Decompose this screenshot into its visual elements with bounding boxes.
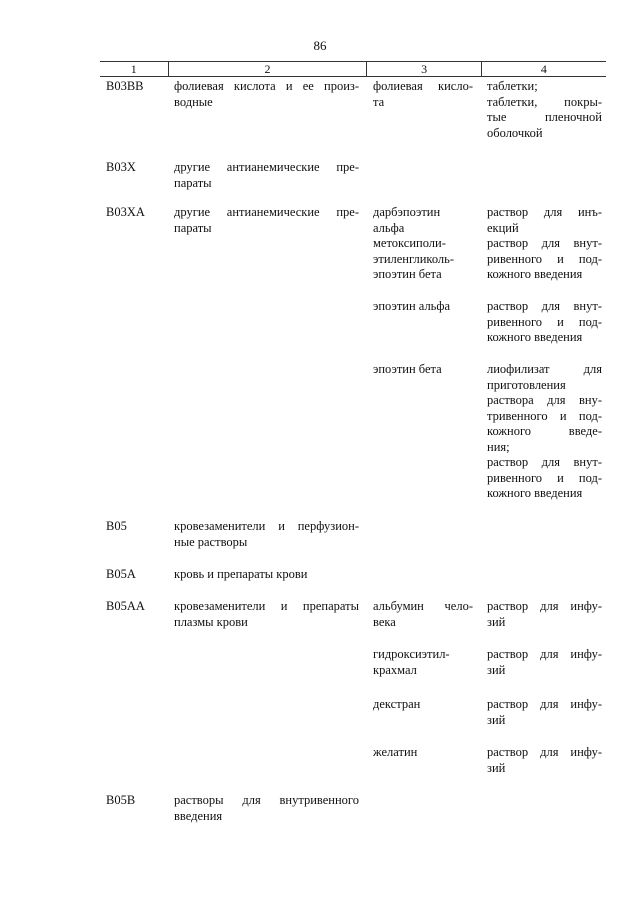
group-name	[168, 160, 367, 191]
cell-line: водные	[174, 94, 213, 109]
dosage-form	[481, 793, 606, 824]
group-name	[168, 567, 367, 583]
cell-line: раствор для инфу-	[487, 647, 602, 661]
cell-line: крахмал	[373, 662, 417, 677]
cell-line: другие антианемические пре-	[174, 205, 359, 219]
cell-line: кровезаменители и препараты	[174, 599, 359, 613]
atc-code: B05	[106, 519, 127, 533]
cell-line: кожного введения	[487, 330, 583, 344]
cell-line: эпоэтин альфа	[373, 299, 451, 313]
dosage-form	[481, 599, 606, 630]
cell-line: фолиевая кисло-	[373, 79, 473, 93]
atc-code	[100, 697, 168, 728]
cell-line: тые пленочной	[487, 110, 602, 124]
cell-line: кожного введения	[487, 486, 583, 500]
atc-code: B03BB	[106, 79, 144, 93]
cell-line: раствор для внут-	[487, 455, 602, 469]
table-row	[100, 299, 606, 346]
cell-line: желатин	[373, 745, 418, 759]
cell-line: плазмы крови	[174, 614, 248, 629]
group-name	[168, 362, 367, 502]
table-row	[100, 599, 606, 630]
dosage-form	[481, 160, 606, 191]
table-row	[100, 205, 606, 283]
drug-name	[367, 160, 481, 191]
header-col-2: 2	[168, 62, 367, 76]
cell-line: ривенного и под-	[487, 314, 602, 329]
cell-line: екций	[487, 220, 519, 235]
table-row	[100, 647, 606, 678]
drug-name	[367, 697, 481, 728]
table-row	[100, 362, 606, 502]
cell-line: эпоэтин бета	[373, 267, 442, 281]
group-name	[168, 79, 367, 141]
dosage-form	[481, 519, 606, 550]
cell-line: таблетки;	[487, 79, 538, 93]
cell-line: зий	[487, 614, 506, 629]
drug-name	[367, 362, 481, 502]
group-name	[168, 697, 367, 728]
table-row	[100, 745, 606, 776]
cell-line: введения	[174, 808, 223, 823]
atc-code: B05AA	[106, 599, 145, 613]
drug-name	[367, 647, 481, 678]
cell-line: кожного введе-	[487, 424, 602, 438]
atc-code	[100, 362, 168, 502]
cell-line: этиленгликоль-	[373, 251, 455, 266]
cell-line: ния;	[487, 439, 510, 454]
dosage-form	[481, 79, 606, 141]
drug-name	[367, 793, 481, 824]
cell-line: раствор для внут-	[487, 236, 602, 250]
cell-line: альфа	[373, 220, 405, 235]
cell-line: раствор для инфу-	[487, 745, 602, 759]
cell-line: альбумин чело-	[373, 599, 473, 613]
cell-line: лиофилизат для	[487, 362, 602, 376]
cell-line: раствор для инфу-	[487, 599, 602, 613]
cell-line: раствор для внут-	[487, 299, 602, 313]
table-row	[100, 160, 606, 191]
cell-line: гидроксиэтил-	[373, 647, 450, 661]
cell-line: оболочкой	[487, 125, 543, 140]
cell-line: кровезаменители и перфузион-	[174, 519, 359, 533]
group-name	[168, 745, 367, 776]
cell-line: метоксиполи-	[373, 236, 446, 250]
drug-name	[367, 519, 481, 550]
header-col-3: 3	[366, 62, 480, 76]
cell-line: раствора для вну-	[487, 393, 602, 407]
cell-line: декстран	[373, 697, 421, 711]
cell-line: фолиевая кислота и ее произ-	[174, 79, 359, 93]
dosage-form	[481, 205, 606, 283]
cell-line: кровь и препараты крови	[174, 567, 308, 581]
cell-line: тривенного и под-	[487, 408, 602, 423]
cell-line: растворы для внутривенного	[174, 793, 359, 807]
cell-line: ривенного и под-	[487, 251, 602, 266]
cell-line: раствор для инфу-	[487, 697, 602, 711]
drug-name	[367, 205, 481, 283]
atc-code	[100, 299, 168, 346]
atc-code: B05A	[106, 567, 136, 581]
cell-line: кожного введения	[487, 267, 583, 281]
cell-line: таблетки, покры-	[487, 94, 602, 109]
dosage-form	[481, 697, 606, 728]
cell-line: параты	[174, 220, 212, 235]
drug-name	[367, 79, 481, 141]
cell-line: параты	[174, 175, 212, 190]
cell-line: зий	[487, 760, 506, 775]
atc-code: B03XA	[106, 205, 145, 219]
cell-line: та	[373, 94, 385, 109]
drug-name	[367, 299, 481, 346]
table-header	[100, 61, 606, 77]
table-row	[100, 697, 606, 728]
table-row	[100, 793, 606, 824]
drug-table	[100, 61, 606, 823]
atc-code	[100, 647, 168, 678]
cell-line: ривенного и под-	[487, 470, 602, 485]
group-name	[168, 599, 367, 630]
dosage-form	[481, 567, 606, 583]
cell-line: раствор для инъ-	[487, 205, 602, 219]
table-row	[100, 567, 606, 583]
cell-line: дарбэпоэтин	[373, 205, 441, 219]
cell-line: зий	[487, 712, 506, 727]
group-name	[168, 205, 367, 283]
cell-line: другие антианемические пре-	[174, 160, 359, 174]
atc-code	[100, 745, 168, 776]
table-row	[100, 519, 606, 550]
page-number: 86	[313, 38, 327, 53]
cell-line: ные растворы	[174, 534, 248, 549]
header-col-4: 4	[481, 62, 606, 76]
cell-line: зий	[487, 662, 506, 677]
drug-name	[367, 745, 481, 776]
dosage-form	[481, 745, 606, 776]
group-name	[168, 793, 367, 824]
dosage-form	[481, 299, 606, 346]
dosage-form	[481, 362, 606, 502]
cell-line: века	[373, 614, 396, 629]
atc-code: B03X	[106, 160, 136, 174]
header-col-1: 1	[130, 62, 137, 76]
group-name	[168, 647, 367, 678]
cell-line: приготовления	[487, 377, 566, 392]
group-name	[168, 519, 367, 550]
table-row	[100, 79, 606, 141]
dosage-form	[481, 647, 606, 678]
group-name	[168, 299, 367, 346]
atc-code: B05B	[106, 793, 136, 807]
cell-line: эпоэтин бета	[373, 362, 442, 376]
drug-name	[367, 567, 481, 583]
drug-name	[367, 599, 481, 630]
